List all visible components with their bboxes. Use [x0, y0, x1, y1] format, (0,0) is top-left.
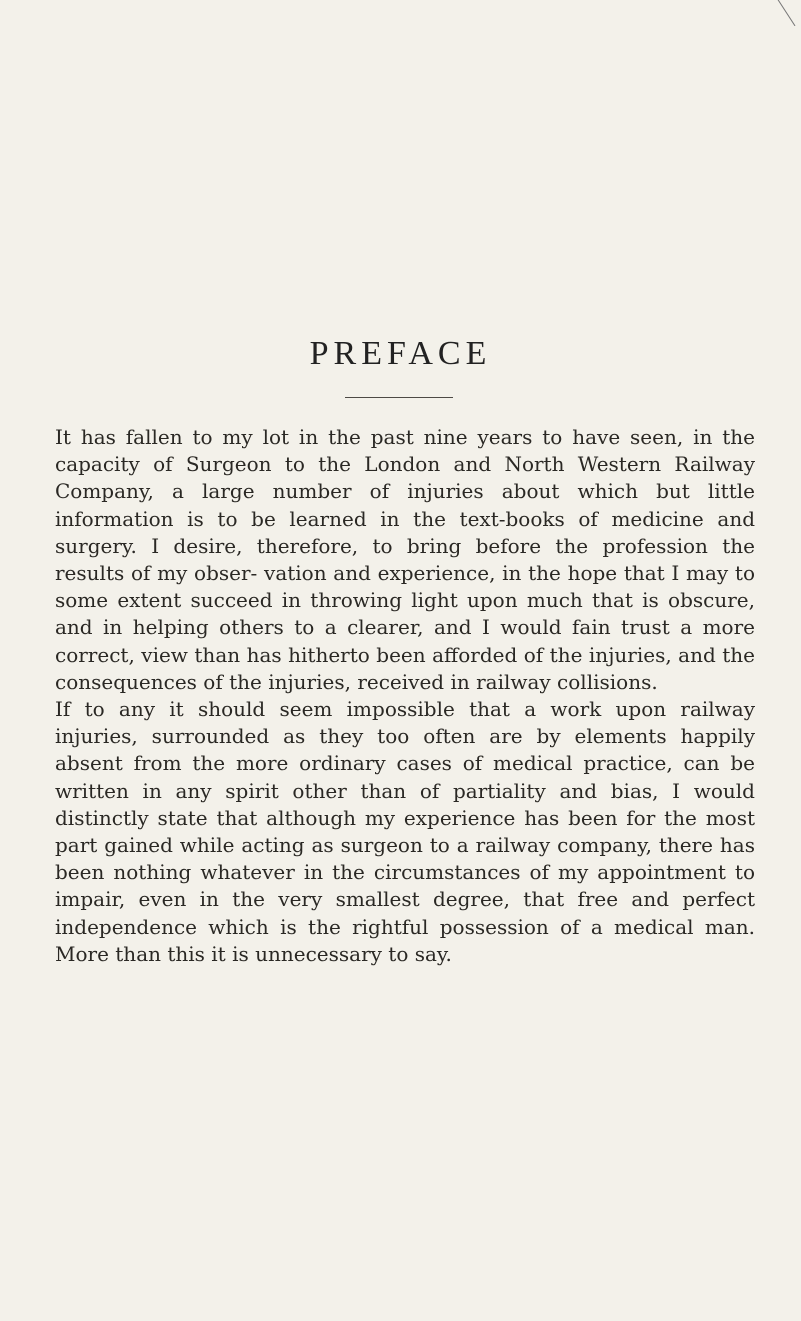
page-title: PREFACE	[309, 334, 492, 372]
corner-mark	[773, 0, 797, 26]
title-rule	[345, 397, 453, 398]
preface-body	[55, 424, 755, 968]
paragraph-1: It has fallen to my lot in the past nine years to have seen, in the capacity of Surgeon to the London and North Western Railway Company, a large number of injuries about which but little information is to be learned in the text-books of medicine and surgery. I desire, therefore, to bring before the profession the results of my obser- vation and experience, in the hope that I may to some extent succeed in throwing light upon much that is obscure, and in helping others to a clearer, and I would fain trust a more correct, view than has hitherto been afforded of the injuries, and the consequences of the injuries, received in railway collisions.	[55, 425, 755, 694]
paragraph-2: If to any it should seem impossible that a work upon railway injuries, surrounded as they too often are by elements happily absent from the more ordinary cases of medical practice, can be written in any spirit other than of partiality and bias, I would distinctly state that although my experience has been for the most part gained while acting as surgeon to a railway company, there has been nothing whatever in the circumstances of my appointment to impair, even in the very smallest degree, that free and perfect independence which is the rightful possession of a medical man. More than this it is unnecessary to say.	[55, 697, 755, 966]
